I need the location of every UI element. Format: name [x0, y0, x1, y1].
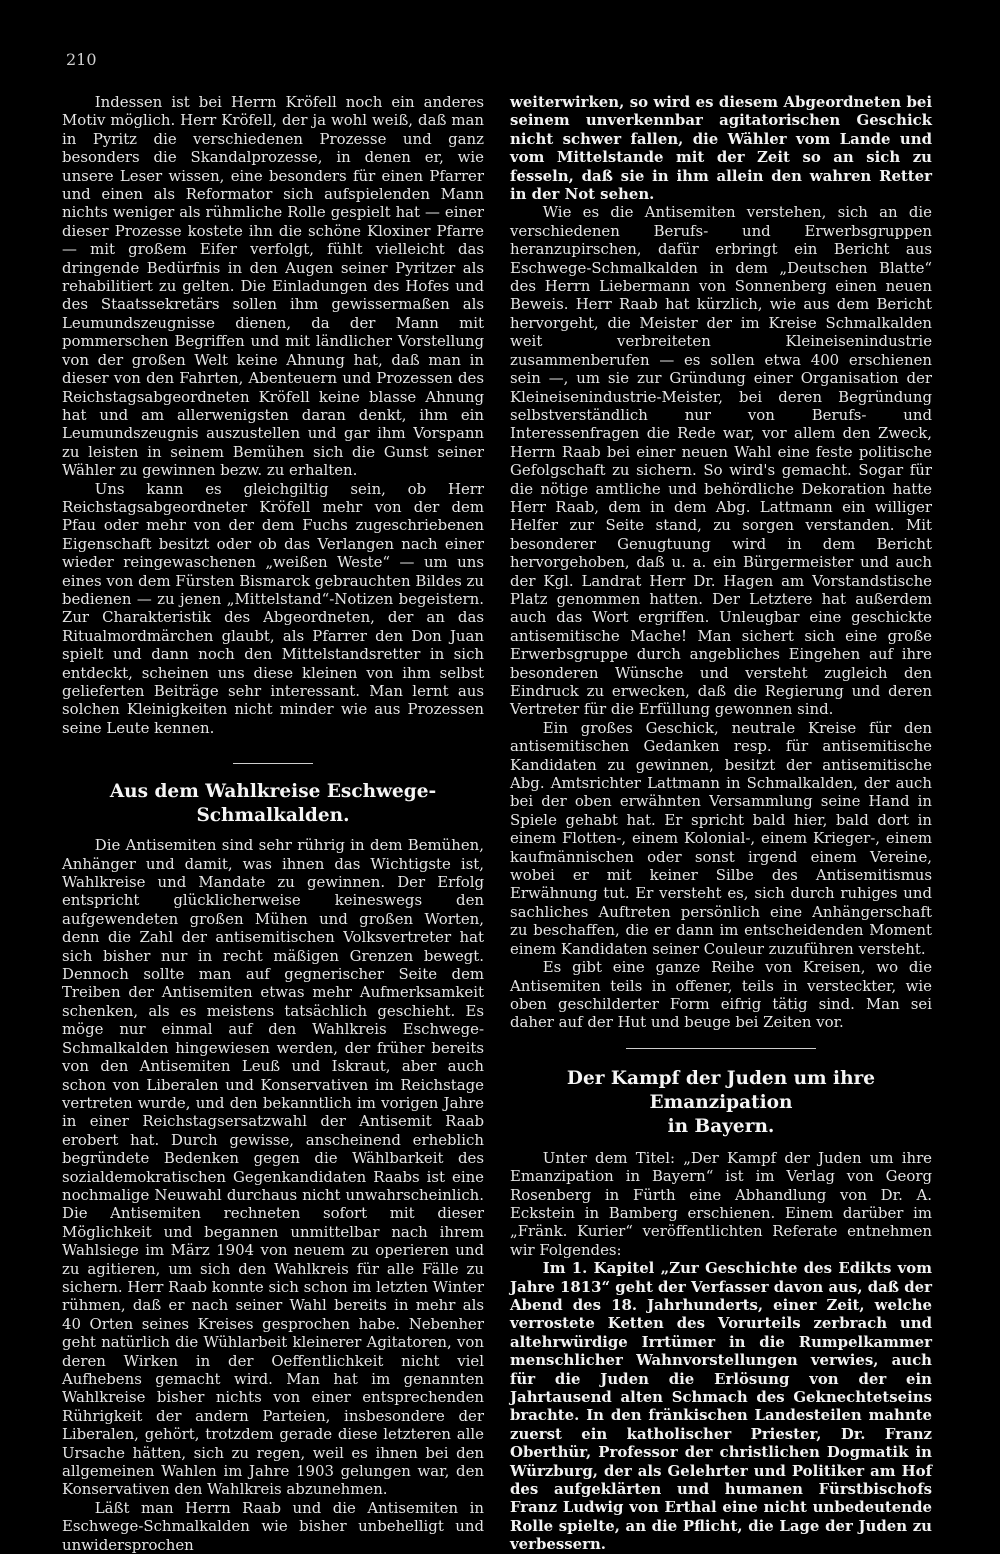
right-paragraph-4: Es gibt eine ganze Reihe von Kreisen, wo die Antisemiten teils in offener, teils in versteckter, wie oben geschilderter Form eifrig tätig sind. Man sei daher auf der Hut und beuge bei Zeiten vor. — [510, 958, 932, 1032]
intro-paragraph-1: Indessen ist bei Herrn Kröfell noch ein anderes Motiv möglich. Herr Kröfell, der ja wohl weiß, daß man in Pyritz die verschiedenen Prozesse und ganz besonders die Skandalprozesse, in denen er, wie unsere Leser wissen, eine besonders für einen Pfarrer und einen als Reformator sich aufspielenden Mann nichts weniger als rühmliche Rolle gespielt hat — einer dieser Prozesse kostete ihn die schöne Kloxiner Pfarre — mit großem Eifer verfolgt, fühlt vielleicht das dringende Bedürfnis in den Augen seiner Pyritzer als rehabilitiert zu gelten. Die Einladungen des Hofes und des Staatssekretärs sollen ihm gewissermaßen als Leumundszeugnisse dienen, da der Mann mit pommerschen Begriffen und mit ländlicher Vorstellung von der großen Welt keine Ahnung hat, daß man in dieser von den Fahrten, Abenteuern und Prozessen des Reichstagsabgeordneten Kröfell keine blasse Ahnung hat und am allerwenigsten daran denkt, ihm ein Leumundszeugnis auszustellen und gar ihm Vorspann zu leisten in seinem Bemühen sich die Gunst seiner Wähler zu gewinnen bezw. zu erhalten. — [62, 93, 484, 480]
emanzipation-paragraph-1: Unter dem Titel: „Der Kampf der Juden um ihre Emanzipation in Bayern“ ist im Verlag von Georg Rosenberg in Fürth eine Abhandlung von Dr. A. Eckstein in Bamberg erschienen. Einem darüber im „Fränk. Kurier“ veröffentlichten Referate entnehmen wir Folgendes: — [510, 1148, 932, 1259]
page-number: 210 — [66, 50, 97, 69]
left-column — [62, 93, 484, 1554]
section-title-eschwege: Aus dem Wahlkreise Eschwege-Schmalkalden. — [109, 781, 437, 827]
right-column — [510, 93, 932, 1554]
emanzipation-paragraph-2: Im 1. Kapitel „Zur Geschichte des Edikts vom Jahre 1813“ geht der Verfasser davon aus, daß der Abend des 18. Jahrhunderts, einer Zeit, welche verrostete Ketten des Vorurteils zerbrach und altehrwürdige Irrtümer in die Rumpelkammer menschlicher Wahnvorstellungen verwies, auch für die Juden die Erlösung von der ein Jahrtausend alten Schmach des Geknechtetseins brachte. In den fränkischen Landesteilen mahnte zuerst ein katholischer Priester, Dr. Franz Oberthür, Professor der christlichen Dogmatik in Würzburg, der als Gelehrter und Politiker am Hof des aufgeklärten und humanen Fürstbischofs Franz Ludwig von Erthal eine nicht unbedeutende Rolle spielte, an die Pflicht, die Lage der Juden zu verbessern. — [510, 1259, 932, 1554]
eschwege-paragraph-2: Läßt man Herrn Raab und die Antisemiten in Eschwege-Schmalkalden wie bisher unbehelligt und unwidersprochen — [62, 1498, 484, 1554]
intro-paragraph-2: Uns kann es gleichgiltig sein, ob Herr Reichstagsabgeordneter Kröfell mehr von der dem Pfau oder mehr von der dem Fuchs zugeschriebenen Eigenschaft besitzt oder ob das Verlangen nach einer wieder reingewaschenen „weißen Weste“ — um uns eines von dem Fürsten Bismarck gebrauchten Bildes zu bedienen — zu jenen „Mittelstand“-Notizen begeistern. Zur Charakteristik des Abgeordneten, der an das Ritualmordmärchen glaubt, als Pfarrer den Don Juan spielt und dann noch den Mittelstandsretter in sich entdeckt, scheinen uns diese kleinen von ihm selbst gelieferten Beiträge sehr interessant. Man lernt aus solchen Kleinigkeiten nicht minder wie aus Prozessen seine Leute kennen. — [62, 479, 484, 737]
right-paragraph-2: Wie es die Antisemiten verstehen, sich an die verschiedenen Berufs- und Erwerbsgruppen heranzupirschen, dafür erbringt ein Bericht aus Eschwege-Schmalkalden in dem „Deutschen Blatte“ des Herrn Liebermann von Sonnenberg einen neuen Beweis. Herr Raab hat kürzlich, wie aus dem Bericht hervorgeht, die Meister der im Kreise Schmalkalden weit verbreiteten Kleineisenindustrie zusammenberufen — es sollen etwa 400 erschienen sein —, um sie zur Gründung einer Organisation der Kleineisenindustrie-Meister, bei deren Begründung selbstverständlich nur von Berufs- und Interessenfragen die Rede war, vor allem den Zweck, Herrn Raab bei einer neuen Wahl eine feste politische Gefolgschaft zu sichern. So wird's gemacht. Sogar für die nötige amtliche und behördliche Dekoration hatte Herr Raab, dem in dem Abg. Lattmann ein williger Helfer zur Seite stand, zu sorgen verstanden. Mit besonderer Genugtuung wird in dem Bericht hervorgehoben, daß u. a. ein Bürgermeister und auch der Kgl. Landrat Herr Dr. Hagen am Vorstandstische Platz genommen hatten. Der Letztere hat außerdem auch das Wort ergriffen. Unleugbar eine geschickte antisemitische Mache! Man sichert sich eine große Erwerbsgruppe durch angebliches Eingehen auf ihre besonderen Wünsche und versteht zugleich den Eindruck zu erwecken, daß die Regierung und deren Vertreter für die Erfüllung gewonnen sind. — [510, 203, 932, 719]
section-title-line-1: Der Kampf der Juden um ihre Emanzipation — [566, 1067, 876, 1113]
continuation-paragraph: weiterwirken, so wird es diesem Abgeordneten bei seinem unverkennbar agitatorischen Geschick nicht schwer fallen, die Wähler vom Lande und vom Mittelstande mit der Zeit so an sich zu fesseln, daß sie in ihm allein den wahren Retter in der Not sehen. — [510, 93, 932, 204]
section-title-line-2: in Bayern. — [667, 1115, 775, 1137]
right-paragraph-3: Ein großes Geschick, neutrale Kreise für den antisemitischen Gedanken resp. für antisemitische Kandidaten zu gewinnen, besitzt der antisemitische Abg. Amtsrichter Lattmann in Schmalkalden, der auch bei der oben erwähnten Versammlung seine Hand in Spiele gehabt hat. Er spricht bald hier, bald dort in einem Flotten-, einem Kolonial-, einem Krieger-, einem kaufmännischen oder sonst irgend einem Vereine, wobei er mit keiner Silbe des Antisemitismus Erwähnung tut. Er versteht es, sich durch ruhiges und sachliches Auftreten persönlich eine Anhängerschaft zu beschaffen, die er dann im entscheidenden Moment einem Kandidaten seiner Couleur zuzuführen versteht. — [510, 718, 932, 958]
eschwege-paragraph-1: Die Antisemiten sind sehr rührig in dem Bemühen, Anhänger und damit, was ihnen das Wichtigste ist, Wahlkreise und Mandate zu gewinnen. Der Erfolg entspricht glücklicherweise keineswegs den aufgewendeten großen Mühen und großen Worten, denn die Zahl der antisemitischen Volksvertreter hat sich bisher nur in recht mäßigen Grenzen bewegt. Dennoch sollte man auf gegnerischer Seite dem Treiben der Antisemiten etwas mehr Aufmerksamkeit schenken, als es meistens tatsächlich geschieht. Es möge nur einmal auf den Wahlkreis Eschwege-Schmalkalden hingewiesen werden, der früher bereits von den Antisemiten Leuß und Iskraut, aber auch schon von Liberalen und Konservativen im Reichstage vertreten wurde, und den bekanntlich im vorigen Jahre in einer Reichstagsersatzwahl der Antisemit Raab erobert hat. Durch gewisse, anscheinend erheblich begründete Bedenken gegen die Wählbarkeit des sozialdemokratischen Gegenkandidaten Raabs ist eine nochmalige Neuwahl durchaus nicht unwahrscheinlich. Die Antisemiten rechneten sofort mit dieser Möglichkeit und begannen unmittelbar nach ihrem Wahlsiege im März 1904 von neuem zu operieren und zu agitieren, um sich den Wahlkreis für alle Fälle zu sichern. Herr Raab konnte sich schon im letzten Winter rühmen, daß er nach seiner Wahl bereits in mehr als 40 Orten seines Kreises gesprochen habe. Nebenher geht natürlich die Wühlarbeit kleinerer Agitatoren, von deren Wirken in der Oeffentlichkeit nicht viel Aufhebens gemacht wird. Man hat im genannten Wahlkreise bisher nichts von einer entsprechenden Rührigkeit der andern Parteien, insbesondere der Liberalen, gehört, trotzdem gerade diese letzteren alle Ursache hätten, sich zu regen, weil es ihnen bei den allgemeinen Wahlen im Jahre 1903 gelungen war, den Konservativen den Wahlkreis abzunehmen. — [62, 836, 484, 1499]
